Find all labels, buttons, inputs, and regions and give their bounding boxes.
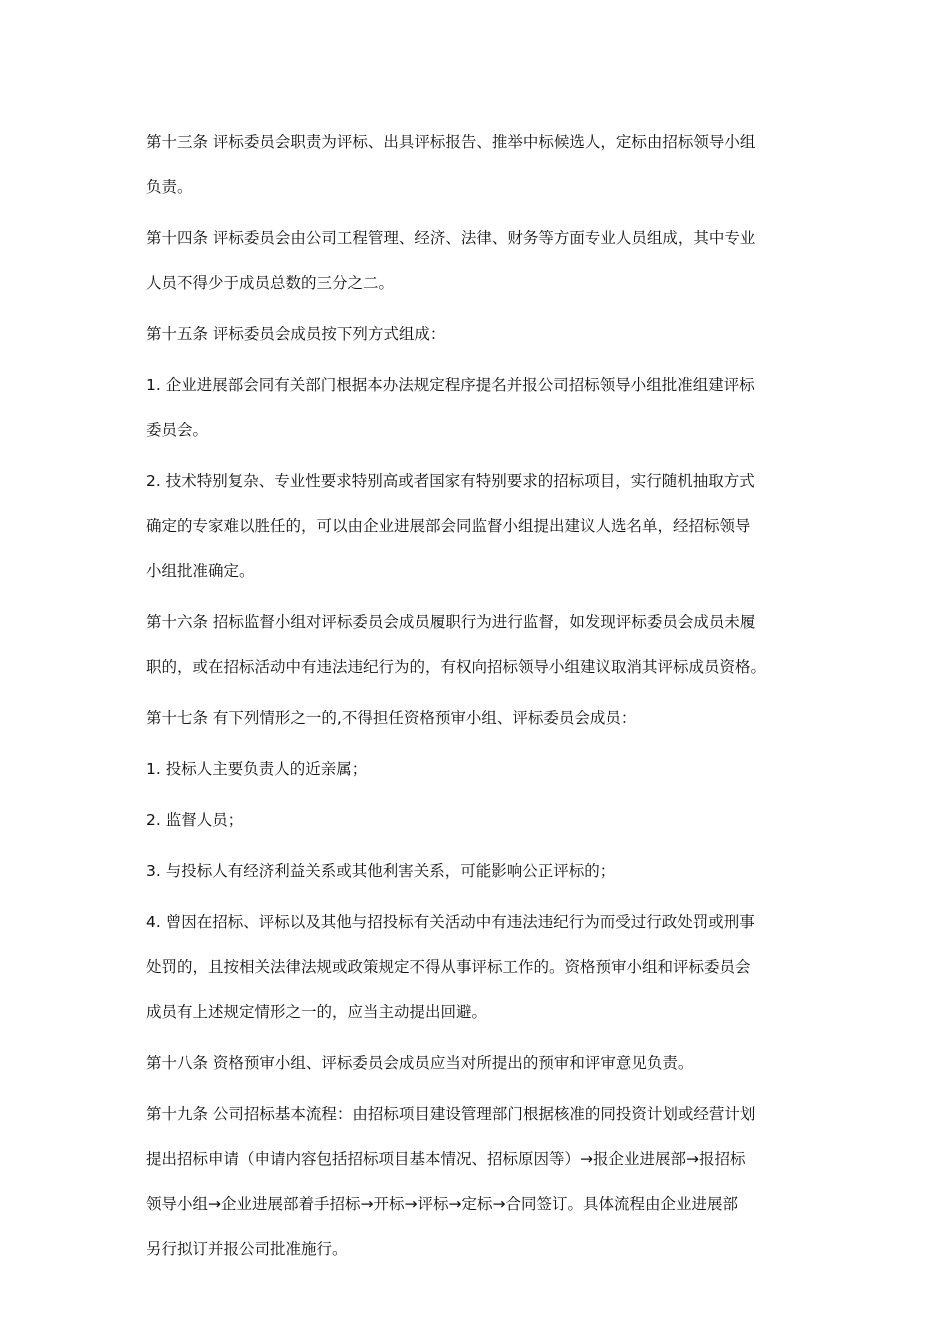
paragraph [146,747,816,792]
text-line: 第十三条 评标委员会职责为评标、出具评标报告、推举中标候选人，定标由招标领导小组 [146,133,756,151]
paragraph [146,696,816,741]
paragraph [146,849,816,894]
text-line: 小组批准确定。 [146,562,255,580]
paragraph [146,798,816,843]
text-line: 领导小组→企业进展部着手招标→开标→评标→定标→合同签订。具体流程由企业进展部 [146,1195,738,1213]
paragraph [146,363,816,453]
text-line: 第十八条 资格预审小组、评标委员会成员应当对所提出的预审和评审意见负责。 [146,1054,694,1072]
text-line: 第十四条 评标委员会由公司工程管理、经济、法律、财务等方面专业人员组成，其中专业 [146,229,756,247]
text-line: 3. 与投标人有经济利益关系或其他利害关系，可能影响公正评标的； [146,862,616,880]
paragraph [146,312,816,357]
paragraph [146,1041,816,1086]
text-line: 成员有上述规定情形之一的，应当主动提出回避。 [146,1003,488,1021]
text-line: 第十九条 公司招标基本流程：由招标项目建设管理部门根据核准的同投资计划或经营计划 [146,1105,756,1123]
paragraph [146,459,816,594]
text-line: 职的，或在招标活动中有违法违纪行为的，有权向招标领导小组建议取消其评标成员资格。 [146,658,767,676]
paragraph [146,216,816,306]
text-line: 1. 企业进展部会同有关部门根据本办法规定程序提名并报公司招标领导小组批准组建评标 [146,376,755,394]
text-line: 提出招标申请（申请内容包括招标项目基本情况、招标原因等）→报企业进展部→报招标 [146,1150,746,1168]
document-body [146,120,816,1278]
text-line: 确定的专家难以胜任的，可以由企业进展部会同监督小组提出建议人选名单，经招标领导 [146,517,751,535]
text-line: 第十六条 招标监督小组对评标委员会成员履职行为进行监督，如发现评标委员会成员未履 [146,613,756,631]
paragraph [146,600,816,690]
text-line: 4. 曾因在招标、评标以及其他与招投标有关活动中有违法违纪行为而受过行政处罚或刑事 [146,913,755,931]
text-line: 委员会。 [146,421,209,439]
paragraph [146,900,816,1035]
text-line: 第十七条 有下列情形之一的,不得担任资格预审小组、评标委员会成员： [146,709,637,727]
text-line: 2. 监督人员； [146,811,244,829]
text-line: 2. 技术特别复杂、专业性要求特别高或者国家有特别要求的招标项目，实行随机抽取方式 [146,472,755,490]
text-line: 第十五条 评标委员会成员按下列方式组成： [146,325,446,343]
paragraph [146,1092,816,1272]
text-line: 另行拟订并报公司批准施行。 [146,1240,348,1258]
text-line: 1. 投标人主要负责人的近亲属； [146,760,368,778]
text-line: 负责。 [146,178,193,196]
paragraph [146,120,816,210]
text-line: 人员不得少于成员总数的三分之二。 [146,274,395,292]
text-line: 处罚的，且按相关法律法规或政策规定不得从事评标工作的。资格预审小组和评标委员会 [146,958,751,976]
